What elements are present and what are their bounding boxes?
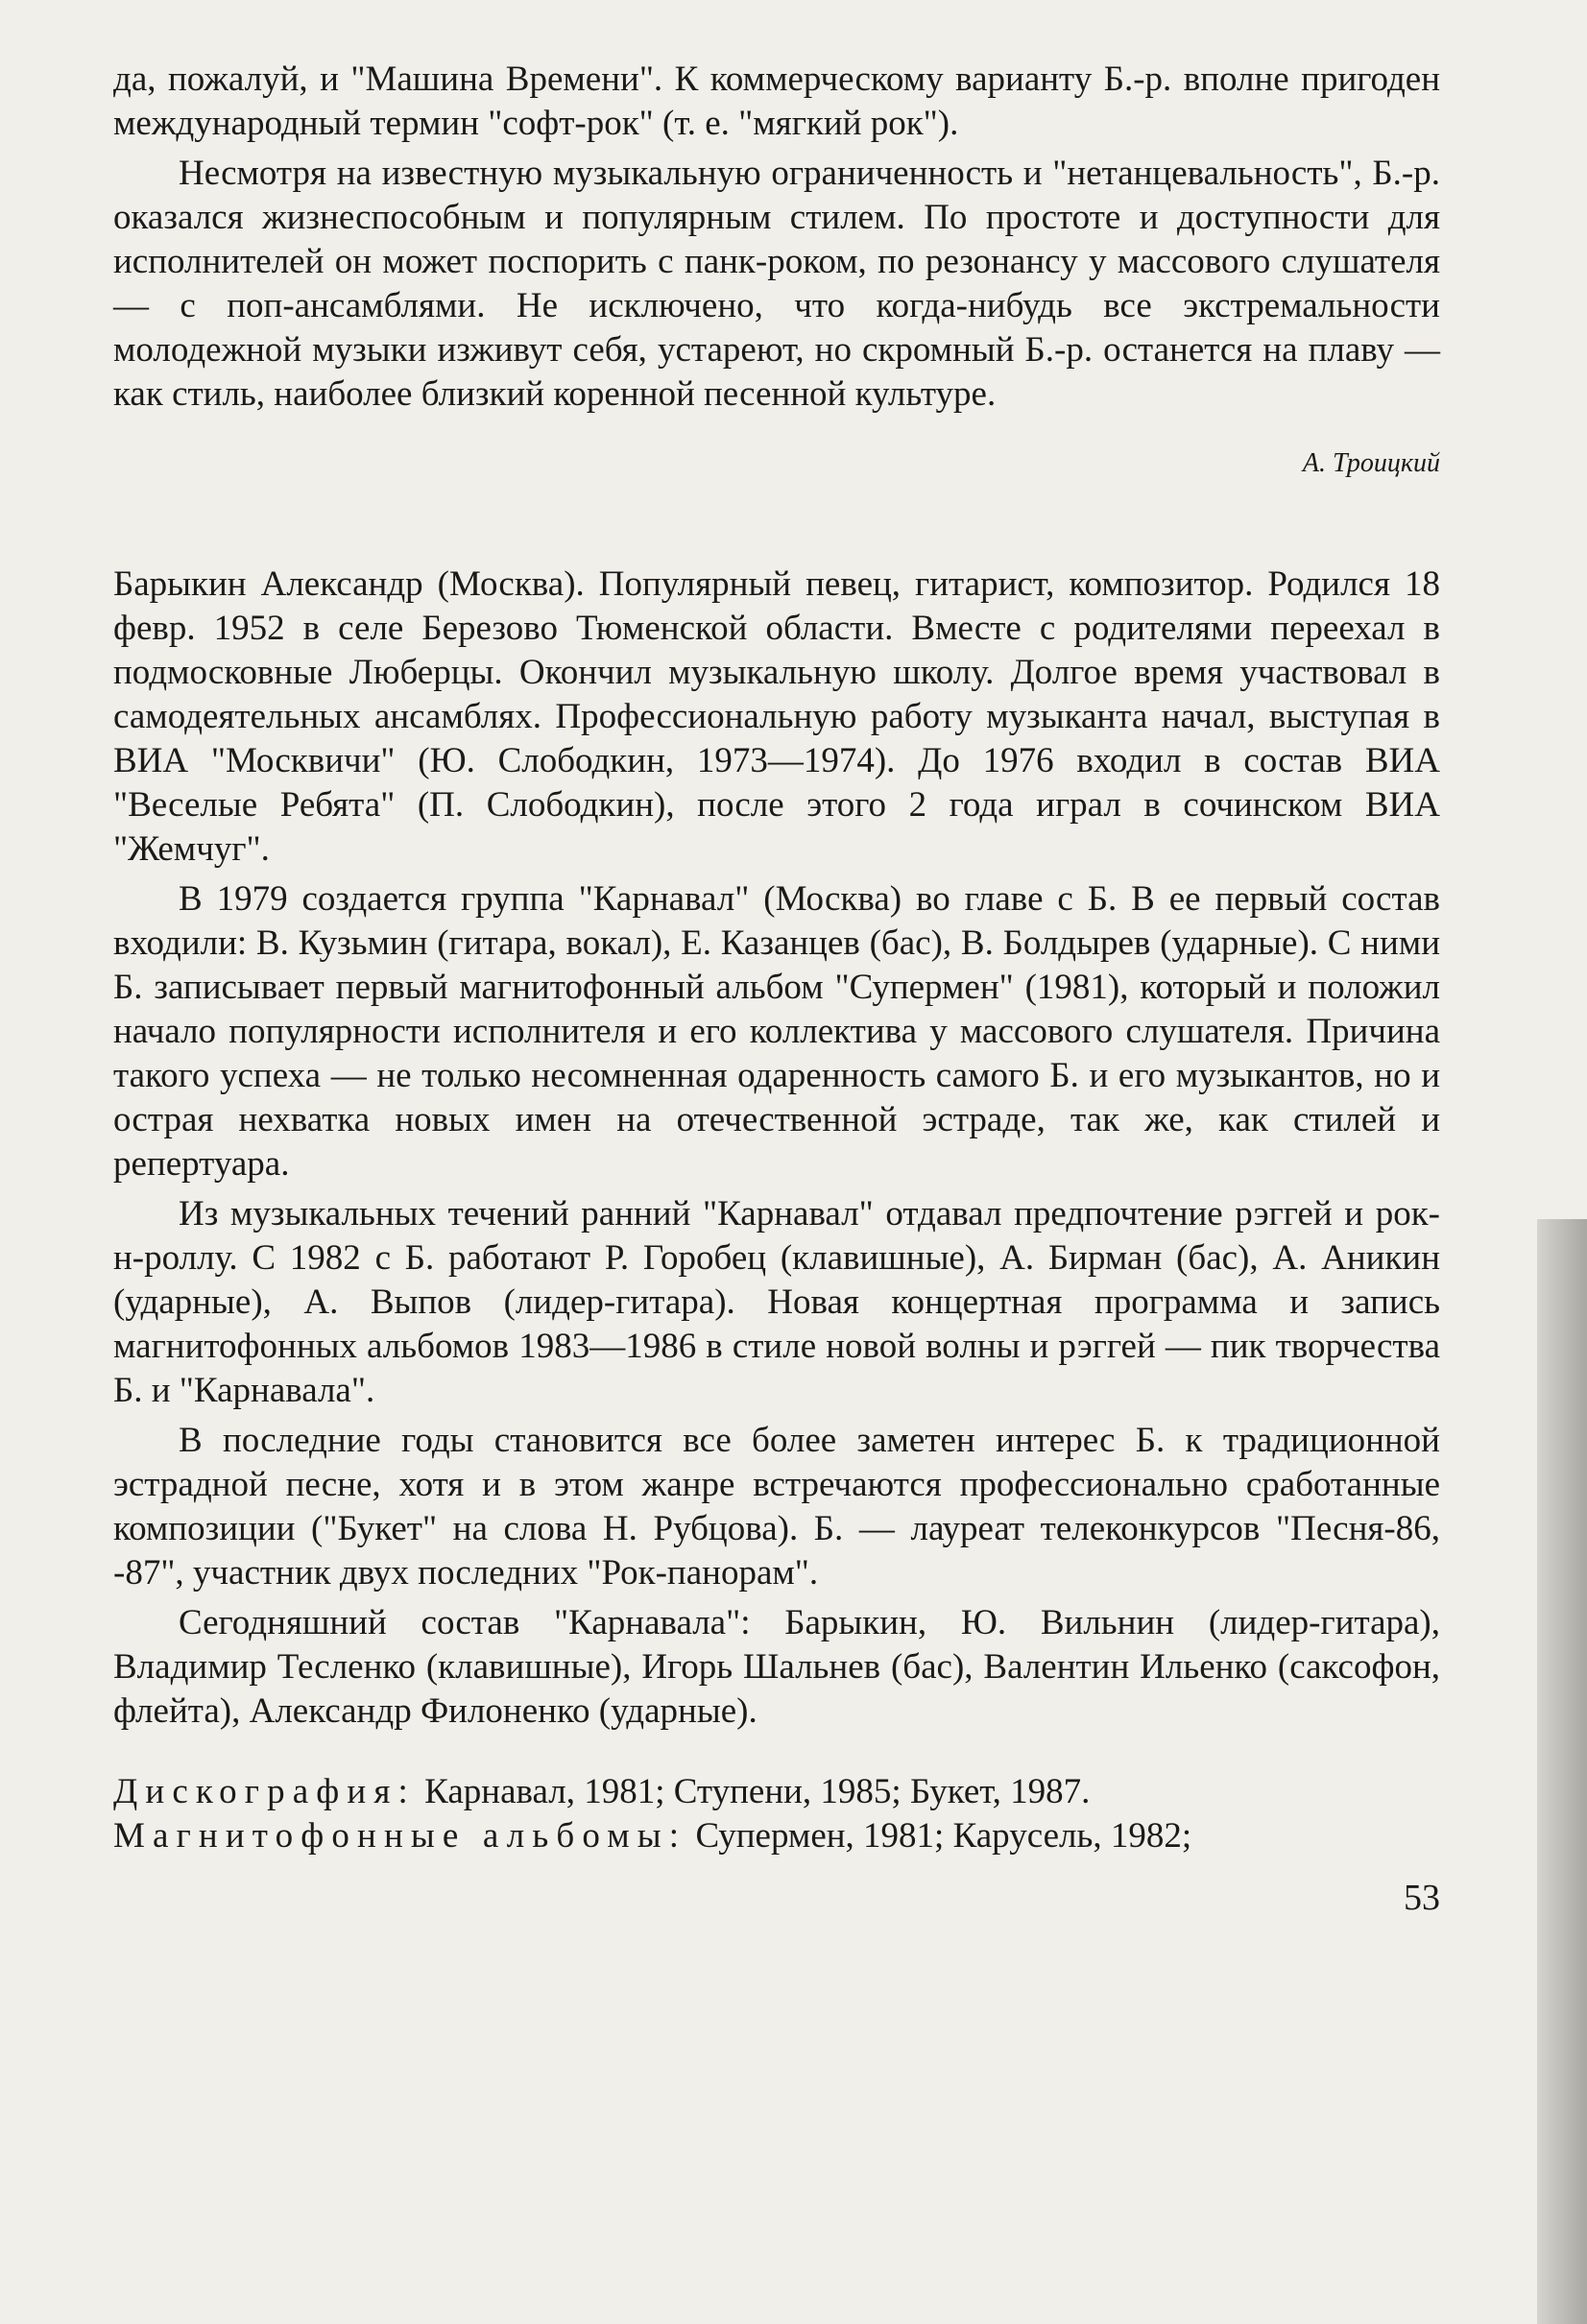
discography-label: Дискография: — [113, 1772, 416, 1811]
discography-line-1 — [113, 1770, 1440, 1814]
article-paragraph-5: Сегодняшний состав "Карнавала": Барыкин, Ю. Вильнин (лидер-гитара), Владимир Тесленко (клавишные), Игорь Шальнев (бас), Валентин Ильенко (саксофон, флейта), Александр Филоненко (ударные). — [113, 1603, 1440, 1731]
intro-paragraph-2: Несмотря на известную музыкальную ограниченность и "нетанцевальность", Б.-р. оказался жизнеспособным и популярным стилем. По простоте и доступности для исполнителей он может поспорить с панк-роком, по резонансу у массового слушателя — с поп-ансамблями. Не исключено, что когда-нибудь все экстремальности молодежной музыки изживут себя, устареют, но скромный Б.-р. останется на плаву — как стиль, наиболее близкий коренной песенной культуре. — [113, 154, 1440, 414]
article-paragraph-3: Из музыкальных течений ранний "Карнавал" отдавал предпочтение рэггей и рок-н-роллу. С 1982 с Б. работают Р. Горобец (клавишные), А. Бирман (бас), А. Аникин (ударные), А. Выпов (лидер-гитара). Новая концертная программа и запись магнитофонных альбомов 1983—1986 в стиле новой волны и рэггей — пик творчества Б. и "Карнавала". — [113, 1194, 1440, 1410]
article-paragraph-2: В 1979 создается группа "Карнавал" (Москва) во главе с Б. В ее первый состав входили: В. Кузьмин (гитара, вокал), Е. Казанцев (бас), В. Болдырев (ударные). С ними Б. записывает первый магнитофонный альбом "Супермен" (1981), который и положил начало популярности исполнителя и его коллектива у массового слушателя. Причина такого успеха — не только несомненная одаренность самого Б. и его музыкантов, но и острая нехватка новых имен на отечественной эстраде, так же, как стилей и репертуара. — [113, 879, 1440, 1184]
article-paragraph-4: В последние годы становится все более заметен интерес Б. к традиционной эстрадной песне, хотя и в этом жанре встречаются профессионально сработанные композиции ("Букет" на слова Н. Рубцова). Б. — лауреат телеконкурсов "Песня-86, -87", участник двух последних "Рок-панорам". — [113, 1421, 1440, 1593]
page-number: 53 — [1404, 1878, 1440, 1918]
page-edge-shadow — [1537, 1219, 1587, 2324]
article-paragraph-1: Барыкин Александр (Москва). Популярный певец, гитарист, композитор. Родился 18 февр. 1952 в селе Березово Тюменской области. Вместе с родителями переехал в подмосковные Люберцы. Окончил музыкальную школу. Долгое время участвовал в самодеятельных ансамблях. Профессиональную работу музыканта начал, выступая в ВИА "Москвичи" (Ю. Слободкин, 1973—1974). До 1976 входил в состав ВИА "Веселые Ребята" (П. Слободкин), после этого 2 года играл в сочинском ВИА "Жемчуг". — [113, 564, 1440, 869]
discography-records: Карнавал, 1981; Ступени, 1985; Букет, 1987. — [424, 1772, 1091, 1811]
discography-line-2 — [113, 1814, 1440, 1858]
tape-albums-list: Супермен, 1981; Карусель, 1982; — [695, 1816, 1192, 1856]
tape-albums-label: Магнитофонные альбомы: — [113, 1816, 687, 1856]
author-signature: А. Троицкий — [1302, 448, 1440, 478]
book-page — [113, 58, 1440, 1920]
intro-section — [113, 58, 1440, 486]
article-section — [113, 563, 1440, 1734]
discography-section — [113, 1770, 1440, 1858]
intro-paragraph-1: да, пожалуй, и "Машина Времени". К коммерческому варианту Б.-р. вполне пригоден международный термин "софт-рок" (т. е. "мягкий рок"). — [113, 60, 1440, 143]
